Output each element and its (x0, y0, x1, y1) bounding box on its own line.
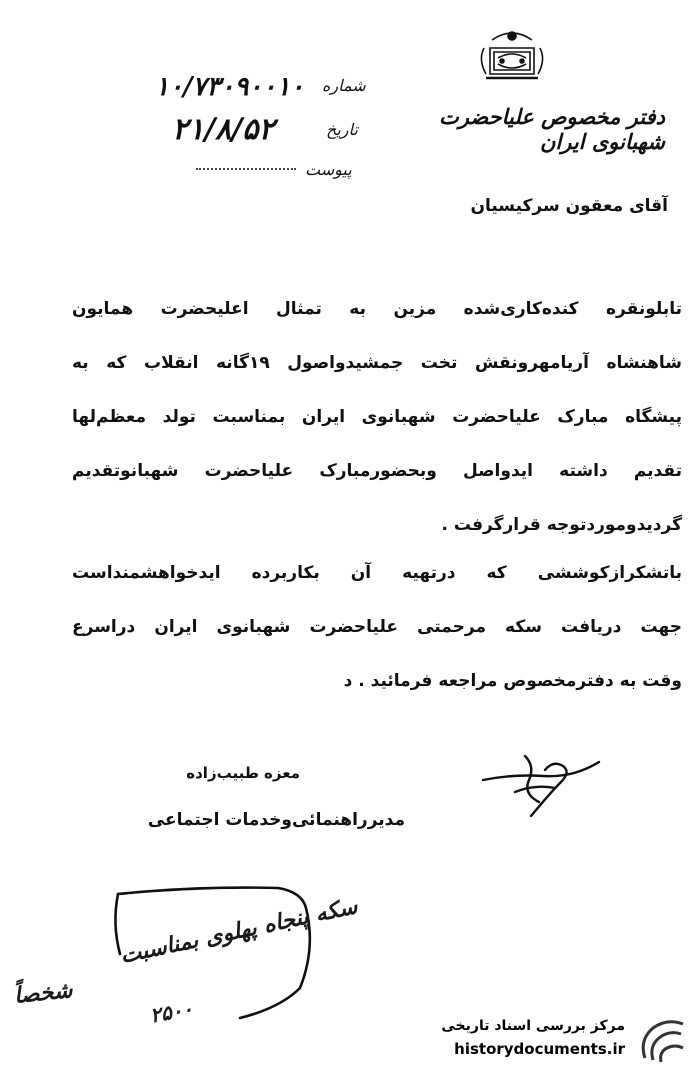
body-paragraph-2 (72, 546, 682, 708)
attachment-dotted-line (196, 168, 296, 170)
body-line: شاهنشاه آریامهرونقش تخت جمشیدواصول ۱۹گانه انقلاب که به (72, 353, 682, 373)
date-label: تاریخ (326, 120, 358, 139)
recipient: آقای معقون سرکیسیان (470, 196, 668, 216)
archive-watermark (405, 1016, 695, 1068)
body-line: گردیدوموردتوجه قرارگرفت . (441, 515, 682, 535)
handwritten-note-frame (20, 880, 320, 1060)
signatory-title: مدیرراهنمائی‌وخدمات اجتماعی (147, 810, 405, 830)
watermark-org-name: مرکز بررسی اسناد تاریخی (441, 1018, 625, 1034)
note-line-3: شخصاً (12, 977, 74, 1009)
note-line-1: سکه پنجاه پهلوی بمناسبت (117, 893, 360, 969)
archive-logo-icon (637, 1018, 691, 1066)
letter-date: ۲۱/۸/۵۲ (172, 112, 275, 147)
body-line: وقت به دفترمخصوص مراجعه فرمائید . د (343, 671, 682, 691)
body-line: تابلونقره کنده‌کاری‌شده مزین به تمثال اعلیحضرت همایون (72, 299, 682, 319)
royal-crest-icon (472, 28, 552, 88)
handwritten-signature (475, 740, 605, 820)
letter-number: ۱۰/۷۳۰۹۰۰۱۰ (155, 72, 305, 102)
note-line-2: ۲۵۰۰ (148, 996, 195, 1028)
attachment-label: پیوست (305, 160, 352, 179)
signatory-name: معزه طبیب‌زاده (186, 764, 300, 782)
body-line: پیشگاه مبارک علیاحضرت شهبانوی ایران بمناسبت تولد معظم‌لها (72, 407, 682, 427)
body-line: باتشکرازکوششی که درتهیه آن بکاربرده ایدخواهشمنداست (72, 563, 682, 583)
office-title: دفتر مخصوص علیاحضرت شهبانوی ایران (439, 104, 665, 154)
watermark-url: historydocuments.ir (454, 1040, 625, 1058)
number-label: شماره (322, 76, 366, 95)
body-line: جهت دریافت سکه مرحمتی علیاحضرت شهبانوی ایران دراسرع (72, 617, 682, 637)
body-paragraph-1 (72, 282, 682, 552)
body-line: تقدیم داشته ایدواصل وبحضورمبارک علیاحضرت شهبانوتقدیم (72, 461, 682, 481)
